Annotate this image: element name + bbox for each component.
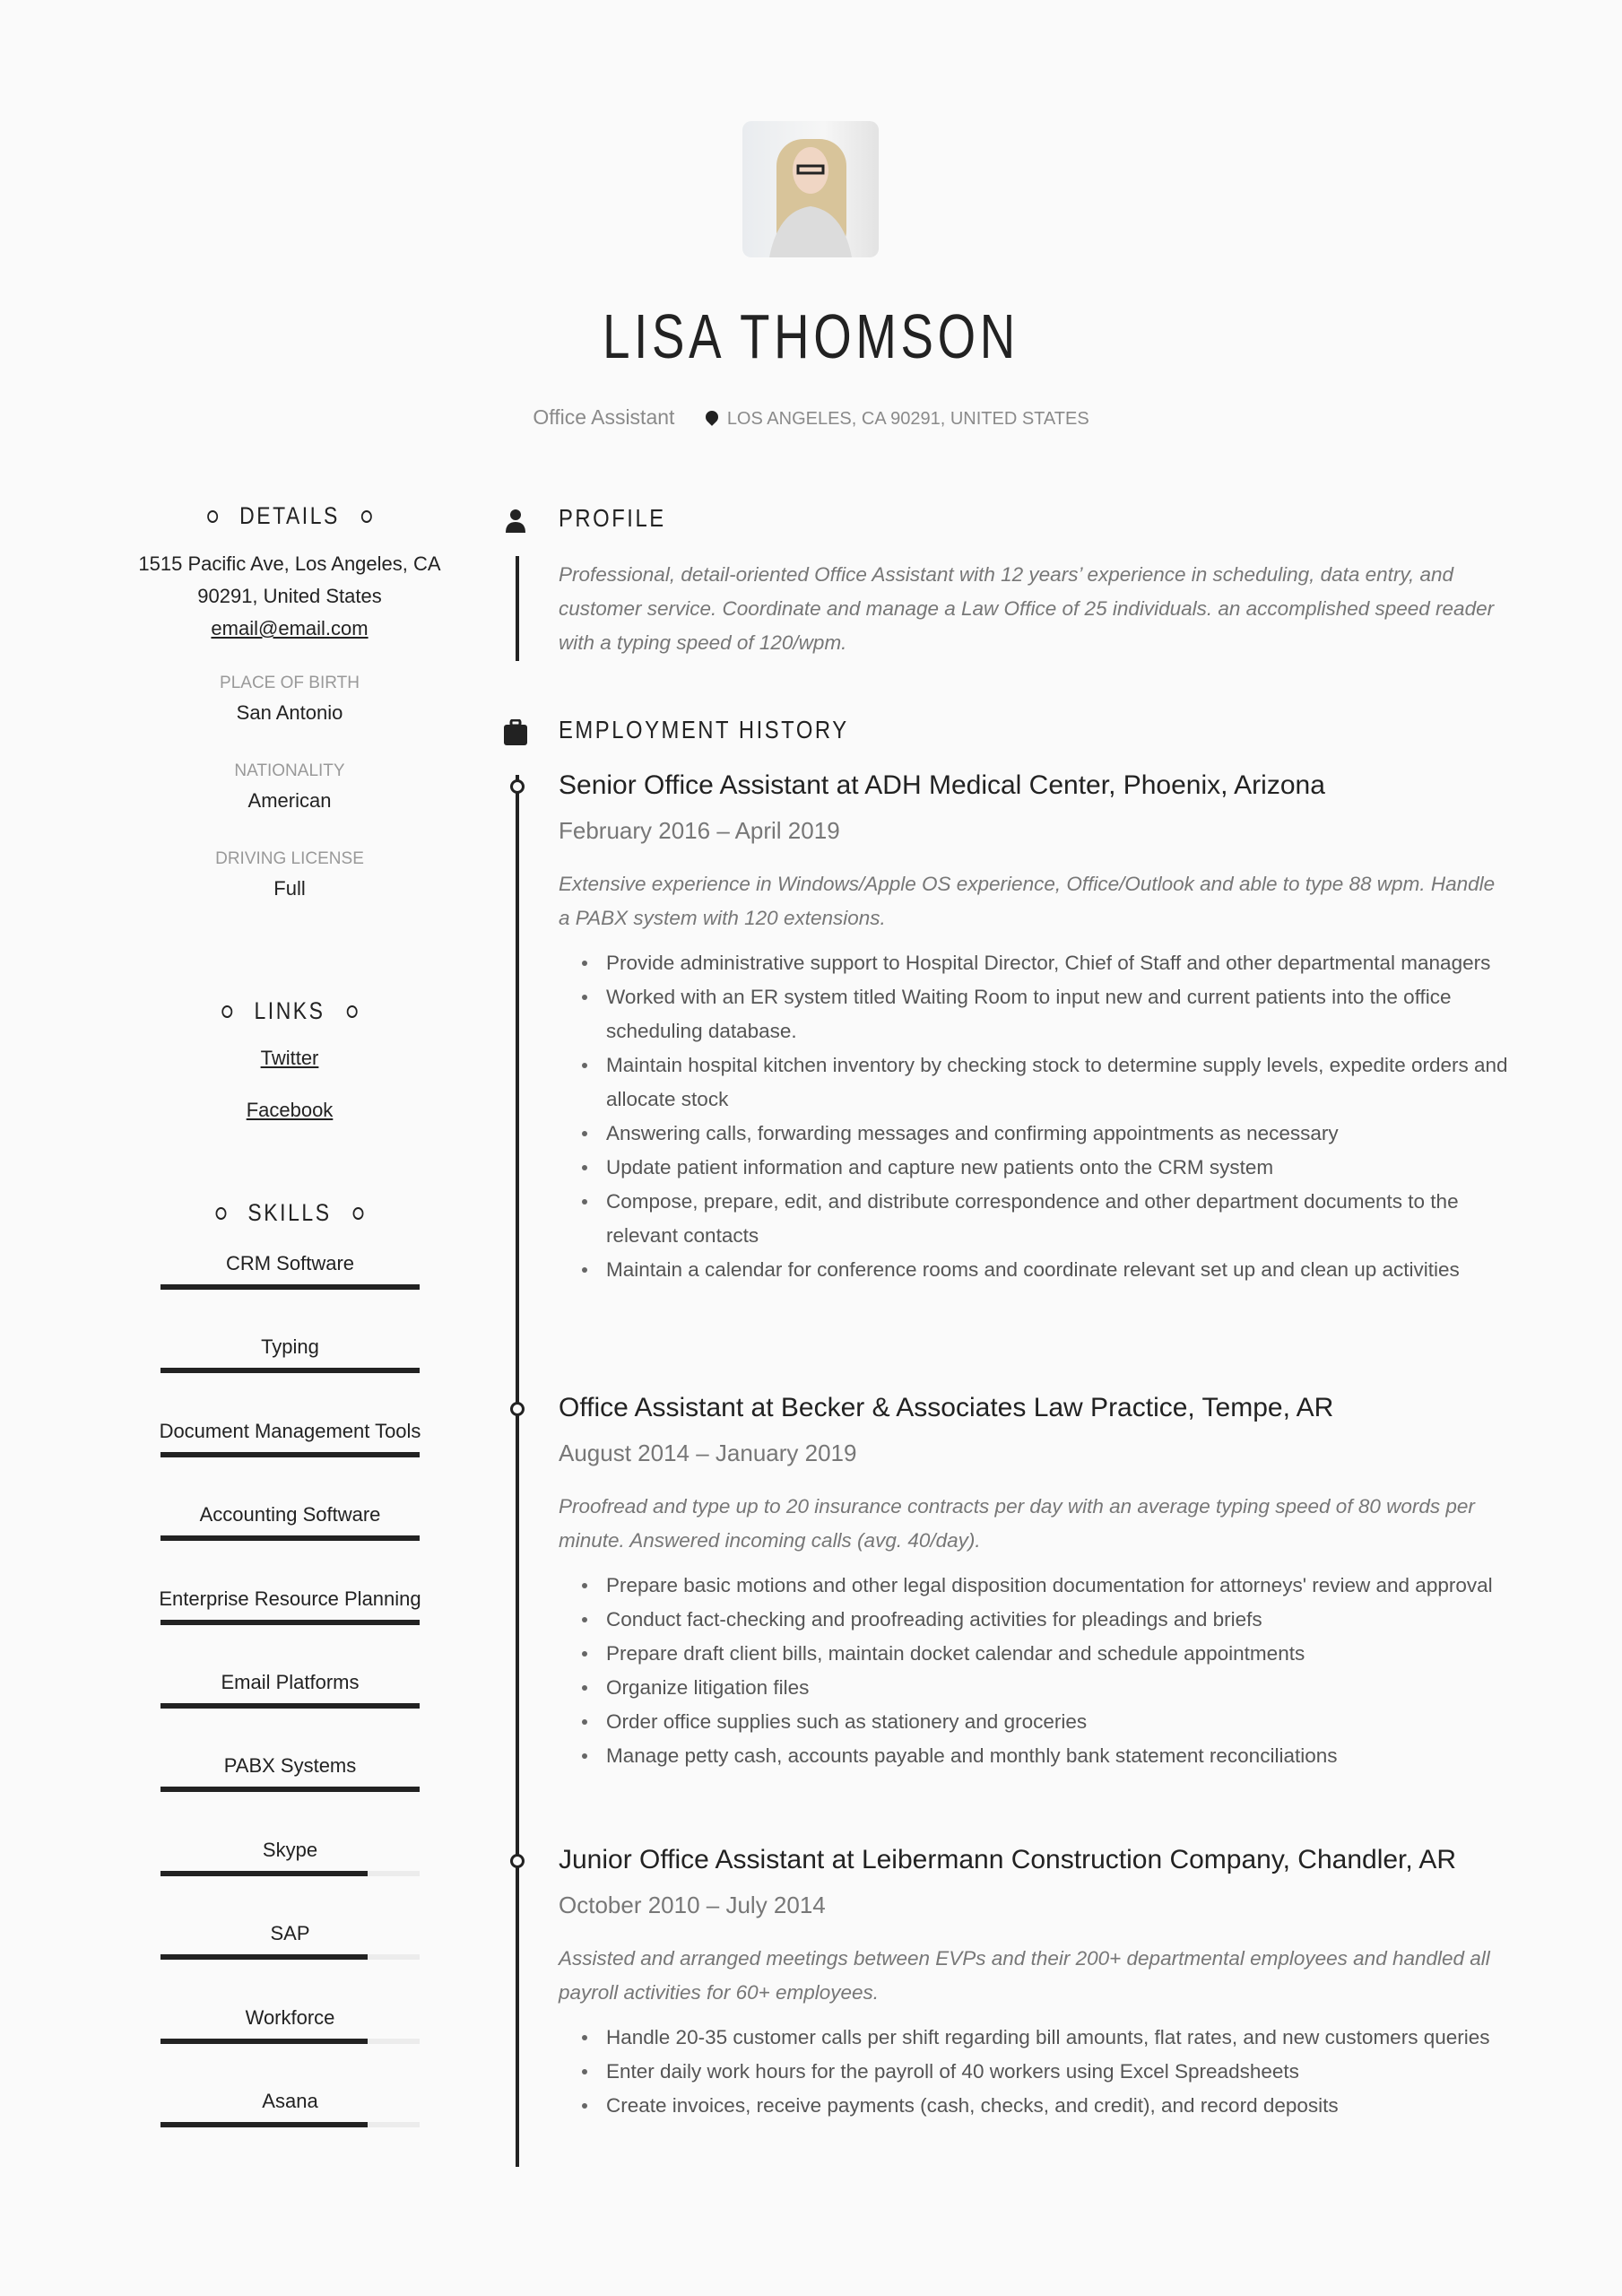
skill-bar-fill [160, 1787, 420, 1792]
job-title: Senior Office Assistant at ADH Medical Center, Phoenix, Arizona [559, 770, 1325, 800]
header-subline [0, 405, 1622, 430]
skill-bar [160, 2122, 420, 2127]
skill-bar-fill [160, 1954, 368, 1960]
job-entry [559, 1842, 1509, 2123]
job-dates: August 2014 – January 2019 [559, 1439, 857, 1466]
job-bullet: Provide administrative support to Hospital Director, Chief of Staff and other departmental managers [559, 946, 1509, 980]
skill-name: Asana [262, 2090, 318, 2112]
skill-bar [160, 1954, 420, 1960]
job-title: Office Assistant [533, 405, 675, 429]
candidate-name: LISA THOMSON [603, 301, 1019, 371]
job-bullet: Maintain a calendar for conference rooms and coordinate relevant set up and clean up activities [559, 1253, 1509, 1287]
job-title: Office Assistant at Becker & Associates Law Practice, Tempe, AR [559, 1393, 1334, 1422]
skill-name: Enterprise Resource Planning [159, 1587, 421, 1610]
job-bullet: Prepare draft client bills, maintain docket calendar and schedule appointments [559, 1637, 1509, 1671]
skill-bar [160, 1787, 420, 1792]
job-summary: Proofread and type up to 20 insurance contracts per day with an average typing speed of 80 words per minute. Answered incoming calls (avg. 40/day). [559, 1495, 1475, 1552]
job-bullet: Prepare basic motions and other legal disposition documentation for attorneys' review and approval [559, 1569, 1509, 1603]
location-pin-icon [703, 408, 721, 426]
timeline-dot-icon [510, 1402, 525, 1416]
job-entry [559, 1390, 1509, 1773]
job-summary: Assisted and arranged meetings between EVPs and their 200+ departmental employees and handled all payroll activities for 60+ employees. [559, 1947, 1490, 2004]
job-bullet: Order office supplies such as stationery and groceries [559, 1705, 1509, 1739]
job-bullet: Update patient information and capture new patients onto the CRM system [559, 1151, 1509, 1185]
skill-name: Accounting Software [199, 1503, 381, 1526]
job-title: Junior Office Assistant at Leibermann Construction Company, Chandler, AR [559, 1845, 1457, 1874]
timeline-dot-icon [510, 1854, 525, 1868]
job-bullet: Compose, prepare, edit, and distribute correspondence and other department documents to the relevant contacts [559, 1185, 1509, 1253]
job-summary: Extensive experience in Windows/Apple OS experience, Office/Outlook and able to type 88 wpm. Handle a PABX system with 120 extensions. [559, 873, 1496, 929]
skill-bar-fill [160, 2122, 368, 2127]
job-bullet: Manage petty cash, accounts payable and monthly bank statement reconciliations [559, 1739, 1509, 1773]
job-bullet: Handle 20-35 customer calls per shift regarding bill amounts, flat rates, and new customers queries [559, 2021, 1509, 2055]
job-dates: February 2016 – April 2019 [559, 817, 840, 844]
job-bullet: Worked with an ER system titled Waiting Room to input new and current patients into the office scheduling database. [559, 980, 1509, 1048]
skill-name: SAP [270, 1922, 310, 1945]
email-link[interactable]: email@email.com [211, 617, 369, 639]
skill-bar-fill [160, 1452, 420, 1457]
details-heading: DETAILS [239, 502, 340, 529]
skill-bar [160, 1620, 420, 1625]
ring-icon [361, 510, 372, 523]
skill-name: PABX Systems [223, 1754, 357, 1778]
skill-bar [160, 1284, 420, 1290]
place-of-birth: San Antonio [236, 701, 343, 724]
ring-icon [352, 1207, 363, 1220]
place-of-birth-label: PLACE OF BIRTH [220, 674, 360, 692]
job-bullet: Enter daily work hours for the payroll of 40 workers using Excel Spreadsheets [559, 2055, 1509, 2089]
job-bullet: Answering calls, forwarding messages and confirming appointments as necessary [559, 1117, 1509, 1151]
skill-bar-fill [160, 2039, 368, 2044]
driving-license: Full [273, 877, 306, 900]
profile-rule [516, 556, 519, 661]
skill-bar [160, 2039, 420, 2044]
job-bullets [559, 2021, 1509, 2123]
skill-bar [160, 1871, 420, 1876]
skill-bar-fill [160, 1620, 420, 1625]
skill-name: Skype [262, 1838, 318, 1861]
location: LOS ANGELES, CA 90291, UNITED STATES [726, 409, 1089, 429]
skill-bar-fill [160, 1535, 420, 1541]
skill-name: Email Platforms [221, 1671, 360, 1693]
nationality: American [247, 789, 332, 812]
job-bullet: Maintain hospital kitchen inventory by checking stock to determine supply levels, expedite orders and allocate stock [559, 1048, 1509, 1117]
facebook-link[interactable]: Facebook [246, 1099, 334, 1121]
job-bullets [559, 1569, 1509, 1773]
links-section [134, 997, 445, 1122]
skill-name: Document Management Tools [159, 1419, 421, 1442]
skills-heading: SKILLS [247, 1199, 332, 1226]
skill-bar-fill [160, 1871, 368, 1876]
timeline-line [516, 775, 519, 2167]
address-line: 1515 Pacific Ave, Los Angeles, CA [138, 552, 441, 575]
ring-icon [216, 1207, 227, 1220]
nationality-label: NATIONALITY [234, 761, 345, 780]
profile-heading: PROFILE [502, 504, 685, 533]
skill-name: Workforce [245, 2005, 335, 2029]
job-bullets [559, 946, 1509, 1287]
skill-name: Typing [261, 1335, 319, 1359]
job-bullet: Conduct fact-checking and proofreading activities for pleadings and briefs [559, 1603, 1509, 1637]
address-line: 90291, United States [197, 585, 382, 607]
skill-name: CRM Software [225, 1252, 355, 1274]
skill-bar-fill [160, 1284, 420, 1290]
skill-bar [160, 1368, 420, 1373]
profile-text: Professional, detail-oriented Office Assistant with 12 years’ experience in scheduling, data entry, and customer service. Coordinate and manage a Law Office of 25 individuals. an accomplished speed reader with a typing speed of 120/wpm. [559, 563, 1495, 654]
skill-bar [160, 1703, 420, 1709]
details-section [134, 502, 445, 905]
job-dates: October 2010 – July 2014 [559, 1892, 826, 1918]
briefcase-icon [502, 719, 529, 746]
driving-license-label: DRIVING LICENSE [215, 849, 364, 868]
skill-bar [160, 1535, 420, 1541]
links-heading: LINKS [254, 997, 325, 1024]
ring-icon [222, 1005, 233, 1018]
person-icon [502, 508, 529, 535]
skill-bar-fill [160, 1368, 420, 1373]
skill-bar-fill [160, 1703, 420, 1709]
twitter-link[interactable]: Twitter [260, 1047, 319, 1069]
job-bullet: Create invoices, receive payments (cash, checks, and credit), and record deposits [559, 2089, 1509, 2123]
timeline-dot-icon [510, 779, 525, 794]
ring-icon [346, 1005, 357, 1018]
job-entry [559, 768, 1509, 1287]
skill-bar [160, 1452, 420, 1457]
employment-heading: EMPLOYMENT HISTORY [502, 716, 900, 744]
profile-photo [742, 121, 879, 257]
ring-icon [207, 510, 218, 523]
job-bullet: Organize litigation files [559, 1671, 1509, 1705]
skills-section [134, 1199, 445, 1227]
